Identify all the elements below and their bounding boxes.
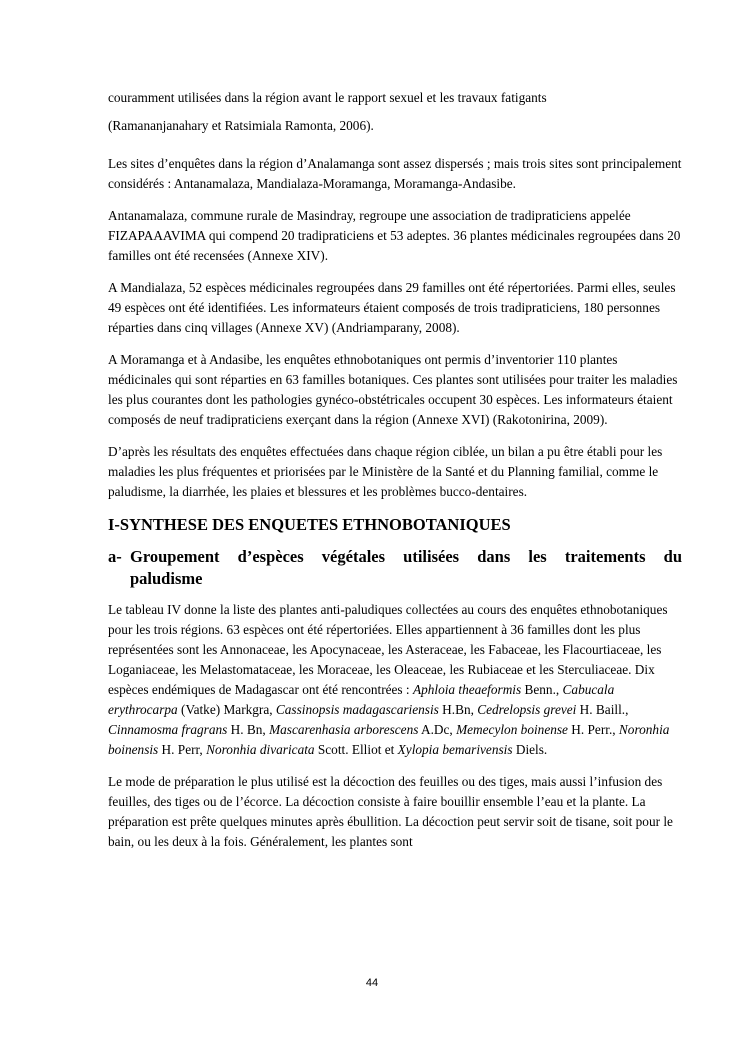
- text-segment: A.Dc,: [418, 722, 457, 737]
- species-name: Cabucala erythrocarpa: [108, 682, 615, 717]
- subsection-heading: [108, 546, 682, 590]
- paragraph-citation: (Ramananjanahary et Ratsimiala Ramonta, 2006).: [108, 118, 374, 133]
- page-number: 44: [365, 977, 379, 989]
- text-segment: Diels.: [512, 742, 548, 757]
- text-segment: Scott. Elliot et: [314, 742, 398, 757]
- paragraph-moramanga: A Moramanga et à Andasibe, les enquêtes ethnobotaniques ont permis d’inventorier 110 plantes médicinales qui sont réparties en 63 familles botaniques. Ces plantes sont utilisées pour traiter les maladies les plus courantes dont les pathologies gynéco-obstétricales occupent 30 espèces. Les informateurs étaient composés de neuf tradipraticiens exerçant dans la région (Annexe XVI) (Rakotonirina, 2009).: [108, 352, 678, 427]
- species-name: Mascarenhasia arborescens: [269, 722, 419, 737]
- text-segment: (Vatke) Markgra,: [177, 702, 276, 717]
- paragraph-antimalarial-plants: [108, 600, 682, 760]
- text-segment: H. Perr.,: [567, 722, 619, 737]
- paragraph-continuation: couramment utilisées dans la région avant le rapport sexuel et les travaux fatigants: [108, 90, 547, 105]
- paragraph-bilan: D’après les résultats des enquêtes effectuées dans chaque région ciblée, un bilan a pu être établi pour les maladies les plus fréquentes et priorisées par le Ministère de la Santé et du Planning familial, comme le paludisme, la diarrhée, les plaies et blessures et les problèmes bucco-dentaires.: [108, 444, 663, 499]
- text-segment: H.Bn,: [438, 702, 478, 717]
- text-segment: H. Baill.,: [576, 702, 629, 717]
- species-name: Noronhia boinensis: [108, 722, 670, 757]
- species-name: Cedrelopsis grevei: [477, 702, 577, 717]
- section-heading: I-SYNTHESE DES ENQUETES ETHNOBOTANIQUES: [108, 515, 511, 534]
- species-name: Xylopia bemarivensis: [397, 742, 513, 757]
- species-name: Aphloia theaeformis: [412, 682, 522, 697]
- text-segment: Benn.,: [521, 682, 563, 697]
- species-name: Noronhia divaricata: [206, 742, 315, 757]
- species-name: Cassinopsis madagascariensis: [275, 702, 439, 717]
- text-segment: H. Perr,: [158, 742, 207, 757]
- paragraph-mandialaza: A Mandialaza, 52 espèces médicinales regroupées dans 29 familles ont été répertoriées. Parmi elles, seules 49 espèces ont été identifiées. Les informateurs étaient composés de trois tradipraticiens, 180 personnes réparties dans cinq villages (Annexe XV) (Andriamparany, 2008).: [108, 280, 676, 335]
- species-name: Cinnamosma fragrans: [108, 722, 228, 737]
- subsection-title-line2: paludisme: [130, 569, 203, 588]
- text-segment: Le tableau IV donne la liste des plantes anti-paludiques collectées au cours des enquêtes ethnobotaniques pour les trois régions. 63 espèces ont été répertoriées. Elles appartiennent à 36 familles dont les plus représentées sont les Annonaceae, les Apocynaceae, les Asteraceae, les Fabaceae, les Flacourtiaceae, les Loganiaceae, les Melastomataceae, les Moraceae, les Oleaceae, les Rubiaceae et les Sterculiaceae. Dix espèces endémiques de Madagascar ont été rencontrées :: [108, 602, 668, 697]
- species-name: Memecylon boinense: [456, 722, 568, 737]
- subsection-title: [130, 546, 682, 590]
- page-content: [108, 88, 682, 864]
- subsection-title-line1: Groupement d’espèces végétales utilisées dans les traitements du: [130, 547, 682, 566]
- paragraph-antanamalaza: Antanamalaza, commune rurale de Masindray, regroupe une association de tradipraticiens appelée FIZAPAAAVIMA qui compend 20 tradipraticiens et 53 adeptes. 36 plantes médicinales regroupées dans 20 familles ont été recensées (Annexe XIV).: [108, 208, 681, 263]
- paragraph-survey-sites: Les sites d’enquêtes dans la région d’Analamanga sont assez dispersés ; mais trois sites sont principalement considérés : Antanamalaza, Mandialaza-Moramanga, Moramanga-Andasibe.: [108, 156, 682, 191]
- text-segment: H. Bn,: [227, 722, 270, 737]
- subsection-marker: a-: [108, 547, 122, 566]
- paragraph-preparation: Le mode de préparation le plus utilisé est la décoction des feuilles ou des tiges, mais aussi l’infusion des feuilles, des tiges ou de l’écorce. La décoction consiste à faire bouillir ensemble l’eau et la plante. La préparation est prête quelques minutes après ébullition. La décoction peut servir soit de tisane, soit pour le bain, ou les deux à la fois. Généralement, les plantes sont: [108, 774, 673, 849]
